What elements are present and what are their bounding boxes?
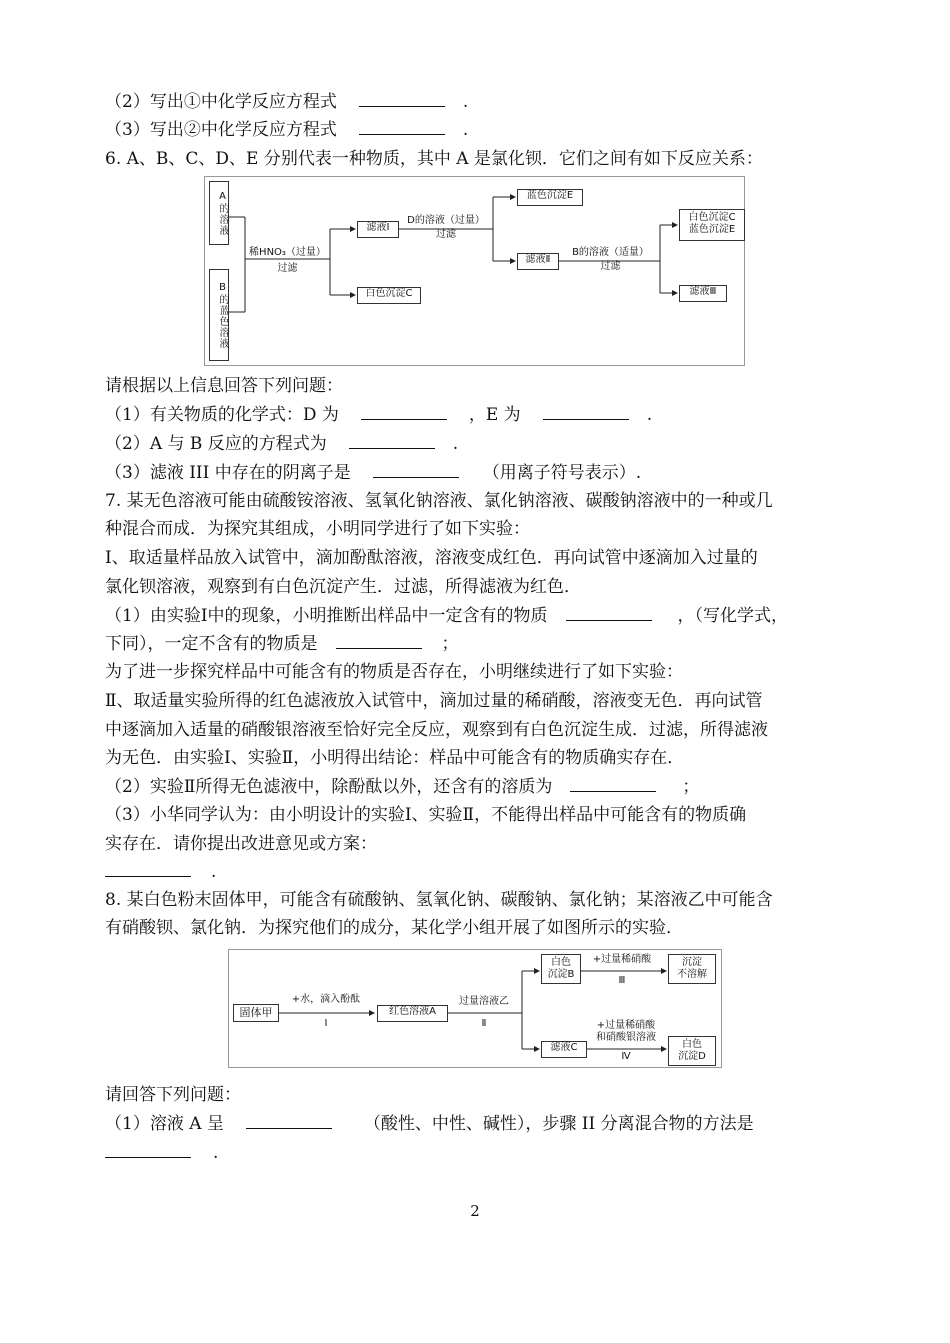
solution-b-box: B的蓝色溶液 (209, 269, 229, 361)
q7-further: 为了进一步探究样品中可能含有的物质是否存在，小明继续进行了如下实验： (105, 662, 683, 682)
q6-part1: （1）有关物质的化学式：D 为 ，E 为 . (105, 405, 653, 425)
arrow1-reagent-label: 稀HNO₃（过量） (249, 247, 326, 258)
white-precipitate-b-box: 白色 沉淀B (541, 954, 581, 984)
q7-exp2-line2: 中逐滴加入适量的硝酸银溶液至恰好完全反应，观察到有白色沉淀生成．过滤，所得滤液 (105, 720, 768, 740)
q5-part3: （3）写出②中化学反应方程式 . (105, 120, 469, 140)
q5-part2-text: （2）写出①中化学反应方程式 (105, 92, 337, 112)
step4-reagent-label-1: +过量稀硝酸 (596, 1020, 656, 1031)
filtrate-3-box: 滤液Ⅲ (679, 285, 727, 302)
solid-a-box: 固体甲 (233, 1004, 279, 1022)
q6-part3: （3）滤液 III 中存在的阴离子是 （用离子符号表示）. (105, 463, 642, 483)
step2-reagent-label: 过量溶液乙 (459, 996, 509, 1007)
q7-part1-line2: 下同），一定不含有的物质是 ； (105, 634, 459, 654)
arrow3-operation-label: 过滤 (600, 261, 621, 272)
arrow2-operation-label: 过滤 (436, 229, 456, 240)
answer-blank[interactable] (570, 775, 656, 792)
q8-flow-diagram (228, 949, 722, 1068)
q8-arrows (229, 950, 721, 1067)
answer-blank[interactable] (566, 604, 652, 621)
answer-blank[interactable] (105, 860, 191, 877)
q7-stem-line2: 种混合而成．为探究其组成，小明同学进行了如下实验： (105, 519, 530, 539)
insoluble-precipitate-box: 沉淀 不溶解 (668, 954, 716, 984)
q7-exp2-line1: Ⅱ、取适量实验所得的红色滤液放入试管中，滴加过量的稀硝酸，溶液变无色．再向试管 (105, 691, 763, 711)
q8-stem-line2: 有硝酸钡、氯化钠．为探究他们的成分，某化学小组开展了如图所示的实验． (105, 918, 683, 938)
filtrate-1-box: 滤液Ⅰ (357, 221, 399, 238)
answer-blank[interactable] (373, 461, 459, 478)
q7-exp1-line2: 氯化钡溶液，观察到有白色沉淀产生．过滤，所得滤液为红色． (105, 577, 581, 597)
q7-part3-line1: （3）小华同学认为：由小明设计的实验Ⅰ、实验Ⅱ，不能得出样品中可能含有的物质确 (105, 805, 747, 825)
q8-prompt: 请回答下列问题： (105, 1085, 241, 1105)
q6-stem: 6. A、B、C、D、E 分别代表一种物质，其中 A 是氯化钡．它们之间有如下反应关系： (105, 149, 763, 169)
answer-blank[interactable] (359, 118, 445, 135)
q7-part3-line3: . (105, 860, 216, 884)
arrow1-operation-label: 过滤 (277, 263, 298, 274)
white-precipitate-d-box: 白色 沉淀D (668, 1036, 716, 1066)
precipitate-c-e-box (679, 209, 745, 241)
red-solution-a-box: 红色溶液A (377, 1005, 448, 1022)
q5-part3-text: （3）写出②中化学反应方程式 (105, 120, 337, 140)
step1-reagent-label: +水，滴入酚酞 (291, 994, 361, 1005)
answer-blank[interactable] (359, 90, 445, 107)
answer-blank-d[interactable] (361, 403, 447, 420)
arrow2-reagent-label: D的溶液（过量） (407, 215, 485, 226)
page-number: 2 (470, 1202, 480, 1220)
q6-flow-diagram (204, 176, 745, 366)
answer-blank[interactable] (349, 432, 435, 449)
q8-stem-line1: 8. 某白色粉末固体甲，可能含有硫酸钠、氢氧化钠、碳酸钠、氯化钠；某溶液乙中可能含 (105, 890, 773, 910)
filtrate-c-box: 滤液C (541, 1041, 587, 1058)
step4-number-label: Ⅳ (621, 1051, 631, 1062)
precipitate-e-label: 蓝色沉淀E (688, 224, 736, 235)
step2-number-label: Ⅱ (481, 1018, 487, 1029)
step4-reagent-label-2: 和硝酸银溶液 (596, 1032, 656, 1043)
answer-blank[interactable] (246, 1112, 332, 1129)
solution-a-box: A的溶液 (209, 181, 229, 245)
q7-part1-line1: （1）由实验Ⅰ中的现象，小明推断出样品中一定含有的物质 ，（写化学式， (105, 606, 789, 626)
q7-exp2-line3: 为无色．由实验Ⅰ、实验Ⅱ，小明得出结论：样品中可能含有的物质确实存在． (105, 748, 685, 768)
white-precipitate-c-box: 白色沉淀C (357, 287, 421, 304)
filtrate-2-box: 滤液Ⅱ (517, 253, 559, 270)
step3-reagent-label: +过量稀硝酸 (592, 954, 652, 965)
answer-blank[interactable] (336, 632, 422, 649)
q8-part1-line1: （1）溶液 A 呈 （酸性、中性、碱性），步骤 II 分离混合物的方法是 (105, 1114, 754, 1134)
q7-part3-line2: 实存在．请你提出改进意见或方案： (105, 834, 377, 854)
blue-precipitate-e-box: 蓝色沉淀E (517, 189, 583, 206)
answer-blank[interactable] (105, 1141, 191, 1158)
step3-number-label: Ⅲ (618, 975, 626, 986)
q7-exp1-line1: Ⅰ、取适量样品放入试管中，滴加酚酞溶液，溶液变成红色．再向试管中逐滴加入过量的 (105, 548, 758, 568)
q6-prompt: 请根据以上信息回答下列问题： (105, 376, 343, 396)
q8-part1-line2: . (105, 1141, 218, 1165)
arrow3-reagent-label: B的溶液（适量） (572, 247, 649, 258)
precipitate-c-label: 白色沉淀C (688, 212, 736, 223)
step1-number-label: Ⅰ (324, 1018, 328, 1029)
q7-part2: （2）实验Ⅱ所得无色滤液中，除酚酞以外，还含有的溶质为 ； (105, 777, 700, 797)
q7-stem-line1: 7. 某无色溶液可能由硫酸铵溶液、氢氧化钠溶液、氯化钠溶液、碳酸钠溶液中的一种或几 (105, 491, 773, 511)
q6-part2: （2）A 与 B 反应的方程式为 . (105, 434, 459, 454)
q5-part2: （2）写出①中化学反应方程式 . (105, 92, 469, 112)
answer-blank-e[interactable] (543, 403, 629, 420)
